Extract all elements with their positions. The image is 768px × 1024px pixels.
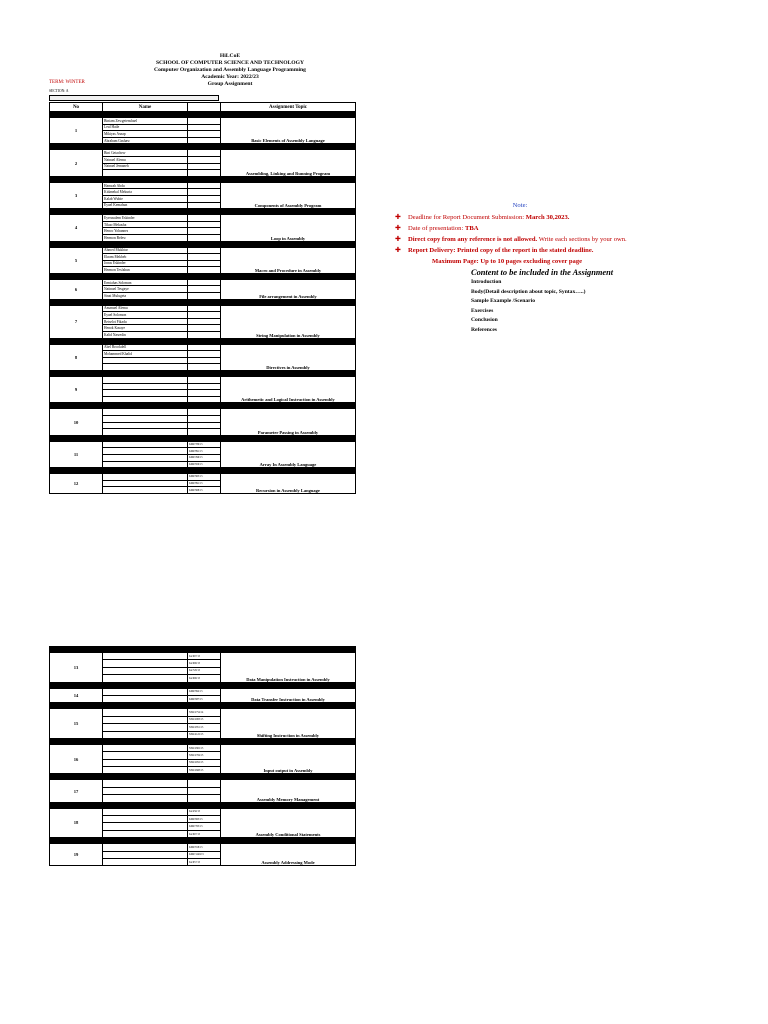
member-name: Henoc Yohannes [103,228,188,235]
header-input-box [49,95,219,101]
column-header-no: No [50,103,103,112]
group-number: 3 [50,182,103,208]
table-row [50,182,356,189]
member-id [188,195,221,202]
member-id: NSR/2754/14 [188,709,221,716]
member-name [103,409,188,416]
member-id [188,260,221,267]
member-name [103,480,188,487]
member-id [188,124,221,131]
group-number: 8 [50,344,103,370]
member-id: KMP/780/15 [188,441,221,448]
member-name: Eyerusalem Eskinder [103,215,188,222]
table-row [50,653,356,660]
member-name: Jonas Eskinder [103,260,188,267]
member-name [103,851,188,858]
table-row [50,474,356,481]
table-row [50,377,356,384]
group-number: 13 [50,653,103,683]
member-id [188,318,221,325]
assignment-type: Group Assignment [207,81,253,87]
content-list [471,278,702,336]
member-name [103,396,188,403]
content-item: Sample Example /Scenario [471,298,536,305]
member-name: Mikiyas Asnap [103,131,188,138]
member-id: hat/456/15 [188,808,221,815]
member-id [188,234,221,241]
member-id [188,325,221,332]
table-row [50,305,356,312]
member-name: Hermon Belew [103,234,188,241]
table-row [50,808,356,815]
note-title: Note: [512,202,528,209]
member-id: hat/726/15 [188,667,221,674]
member-name [103,474,188,481]
member-name [103,422,188,429]
group-number: 9 [50,377,103,403]
member-id: hat/997/15 [188,653,221,660]
member-name: Natnael Alemu [103,156,188,163]
member-id: KMP/968/15 [188,487,221,494]
assignment-topic: Components of Assembly Program [221,182,356,208]
assignment-topic: Data Transfer Instruction in Assembly [221,688,356,703]
member-name [103,808,188,815]
note-bullet: ✚ Date of presentation: TBA [395,224,479,232]
table-row [50,709,356,716]
member-id [188,396,221,403]
member-name: Leul Haile [103,124,188,131]
member-id [188,787,221,794]
member-name [103,844,188,851]
member-name [103,667,188,674]
member-name [103,377,188,384]
column-header-topic: Assignment Topic [221,103,356,112]
group-number: 18 [50,808,103,838]
member-id [188,383,221,390]
assignment-topic: Macro and Procedure in Assembly [221,247,356,273]
member-name: Kalab Wubie [103,195,188,202]
assignment-topic: Basic Elements of Assembly Language [221,118,356,144]
member-name [103,744,188,751]
assignment-topic: Loop in Assembly [221,215,356,241]
note-bullet: ✚ Deadline for Report Document Submission: March 30,2023. [395,213,570,221]
member-id [188,156,221,163]
member-name [103,780,188,787]
academic-year: Academic Year: 2022/23 [201,74,259,80]
member-id [188,357,221,364]
member-name: Kalid Nasredin [103,332,188,339]
assignment-topic: Recursion in Assembly Language [221,474,356,494]
member-name [103,660,188,667]
member-name [103,383,188,390]
assignment-topic: File arrangement in Assembly [221,279,356,299]
assignment-topic: Assembling, Linking and Running Program [221,150,356,176]
group-number: 19 [50,844,103,866]
bullet-icon: ✚ [395,246,401,254]
member-id [188,170,221,177]
content-title: Content to be included in the Assignment [471,268,614,277]
school-name: SCHOOL OF COMPUTER SCIENCE AND TECHNOLOGY [155,60,305,66]
member-id: hat/657/15 [188,858,221,865]
note-bullets [392,212,702,256]
table-row [50,150,356,157]
member-id [188,189,221,196]
group-number: 5 [50,247,103,273]
assignment-topic: Assembly Addressing Mode [221,844,356,866]
course-name: Computer Organization and Assembly Language Programming [154,67,306,73]
table-row [50,780,356,787]
member-id: KMP/891/15 [188,448,221,455]
member-id: KMP/687/15 [188,695,221,702]
member-id [188,131,221,138]
member-id: NSR/2784/15 [188,752,221,759]
member-name [103,364,188,371]
member-name [103,675,188,682]
member-id [188,409,221,416]
member-id [188,364,221,371]
member-name [103,170,188,177]
table-row [50,844,356,851]
assignment-topic: Parameter Passing in Assembly [221,409,356,435]
member-id [188,286,221,293]
member-id: KMP/950/15 [188,461,221,468]
bullet-icon: ✚ [395,235,401,243]
column-header-id [188,103,221,112]
assignment-topic: Assembly Conditional Statements [221,808,356,838]
member-name [103,415,188,422]
member-id [188,279,221,286]
member-id: hat/996/15 [188,660,221,667]
member-id: hat/697/15 [188,830,221,837]
assignment-topic: Directives in Assembly [221,344,356,370]
member-name [103,767,188,774]
member-id: NSR/2802/15 [188,744,221,751]
assignment-topic: Assembly Memory Management [221,780,356,802]
member-id: hat/996/15 [188,675,221,682]
member-id: KMP/891/15 [188,480,221,487]
max-page-note: Maximum Page: Up to 10 pages excluding cover page [432,258,583,265]
member-name: Eyuel Kemahun [103,202,188,209]
section-label: SECTION: A [49,89,69,93]
member-name: Abraham Gashaw [103,137,188,144]
content-item: Body(Detail description about topic, Syntax…..) [471,288,586,295]
member-id [188,795,221,802]
member-id [188,390,221,397]
content-item: Conclusion [471,317,498,324]
table-row [50,688,356,695]
assignment-topic: Data Manipulation Instruction in Assembly [221,653,356,683]
member-name [103,823,188,830]
group-table-part1 [49,102,356,494]
member-id [188,332,221,339]
content-item: Exercises [471,307,494,314]
group-number: 6 [50,279,103,299]
member-name: Mohammed Khalid [103,351,188,358]
group-number: 17 [50,780,103,802]
table-row [50,215,356,222]
member-name: Hermon Tesfahun [103,267,188,274]
member-id [188,305,221,312]
member-name [103,716,188,723]
table-row [50,409,356,416]
content-item: References [471,326,497,333]
member-id [188,182,221,189]
member-name [103,454,188,461]
member-id [188,228,221,235]
member-id [188,415,221,422]
member-id: KMP/818/15 [188,844,221,851]
member-id [188,422,221,429]
table-row [50,118,356,125]
content-item: Introduction [471,279,502,285]
table-row [50,344,356,351]
group-number: 12 [50,474,103,494]
member-id: KMP/992/15 [188,688,221,695]
member-name: Eyuel Solomon [103,312,188,319]
member-name: Hamzah Abdu [103,182,188,189]
note-panel [392,202,702,336]
member-name [103,429,188,436]
member-id: KMP/965/15 [188,474,221,481]
member-id [188,267,221,274]
member-name: Abel Brookdell [103,344,188,351]
member-name [103,461,188,468]
table-row [50,247,356,254]
institution-name: HiLCoE [219,53,241,59]
member-id [188,780,221,787]
member-id: NSR/2851/15 [188,724,221,731]
member-name: Amanuel Alemu [103,305,188,312]
member-id: KMP/765/15 [188,823,221,830]
group-number: 10 [50,409,103,435]
member-name [103,709,188,716]
member-id [188,137,221,144]
member-name [103,390,188,397]
member-name: Sinat Mulugeta [103,293,188,300]
bullet-icon: ✚ [395,213,401,221]
member-name [103,795,188,802]
document-header [100,53,360,88]
group-number: 1 [50,118,103,144]
member-name [103,441,188,448]
member-name: Ermiahas Solomon [103,279,188,286]
member-name [103,830,188,837]
member-id [188,215,221,222]
member-id [188,150,221,157]
member-id [188,118,221,125]
table-row [50,744,356,751]
group-table-part2 [49,646,356,866]
member-name [103,731,188,738]
member-id: NSR/2608/15 [188,767,221,774]
member-name [103,858,188,865]
member-name: Ekram Mekbeb [103,254,188,261]
member-id [188,429,221,436]
member-name: Natinael Tesgaye [103,286,188,293]
group-number: 15 [50,709,103,739]
member-id: NSR/2983/15 [188,716,221,723]
member-id [188,312,221,319]
member-name: Biniam Zewgetenshael [103,118,188,125]
member-id: KMP/299/15 [188,454,221,461]
bullet-icon: ✚ [395,224,401,232]
member-name: Tikuo Mekasha [103,221,188,228]
assignment-topic: Input output in Assembly [221,744,356,774]
member-id: KMP/665/15 [188,816,221,823]
member-id [188,163,221,170]
member-name [103,724,188,731]
table-row [50,279,356,286]
assignment-topic: Arithemetic and Logical Instruction in Assembly [221,377,356,403]
note-bullet: ✚ Direct copy from any reference is not allowed. Write each sections by your own. [395,235,627,243]
member-name [103,816,188,823]
column-header-name: Name [103,103,188,112]
group-number: 14 [50,688,103,703]
group-number: 11 [50,441,103,467]
member-id: KMP/1249/15 [188,851,221,858]
group-number: 7 [50,305,103,338]
member-name [103,759,188,766]
member-id [188,247,221,254]
group-number: 4 [50,215,103,241]
assignment-topic: Shifting Instruction in Assembly [221,709,356,739]
member-name [103,695,188,702]
member-id [188,377,221,384]
member-id [188,254,221,261]
member-name: Ahmed Mukhtar [103,247,188,254]
member-name [103,487,188,494]
member-id [188,202,221,209]
term-label: TERM: WINTER [49,80,85,85]
assignment-topic: String Manipulation in Assembly [221,305,356,338]
member-id: NSR/4122/15 [188,731,221,738]
member-name [103,688,188,695]
member-id [188,293,221,300]
member-id [188,351,221,358]
member-id [188,344,221,351]
member-id [188,221,221,228]
member-id: NSR/2952/15 [188,759,221,766]
member-name [103,653,188,660]
assignment-topic: Array In Assembly Language [221,441,356,467]
group-number: 16 [50,744,103,774]
table-row [50,441,356,448]
group-number: 2 [50,150,103,176]
member-name: Henok Kasaye [103,325,188,332]
member-name [103,448,188,455]
member-name [103,787,188,794]
member-name: Bini Getachew [103,150,188,157]
member-name [103,752,188,759]
member-name [103,357,188,364]
member-name: Natnael Jemaneh [103,163,188,170]
member-name: Betselot Fikadu [103,318,188,325]
member-name: Kidanekal Mekuria [103,189,188,196]
note-bullet: ✚ Report Delivery: Printed copy of the report in the stated deadline. [395,246,594,254]
